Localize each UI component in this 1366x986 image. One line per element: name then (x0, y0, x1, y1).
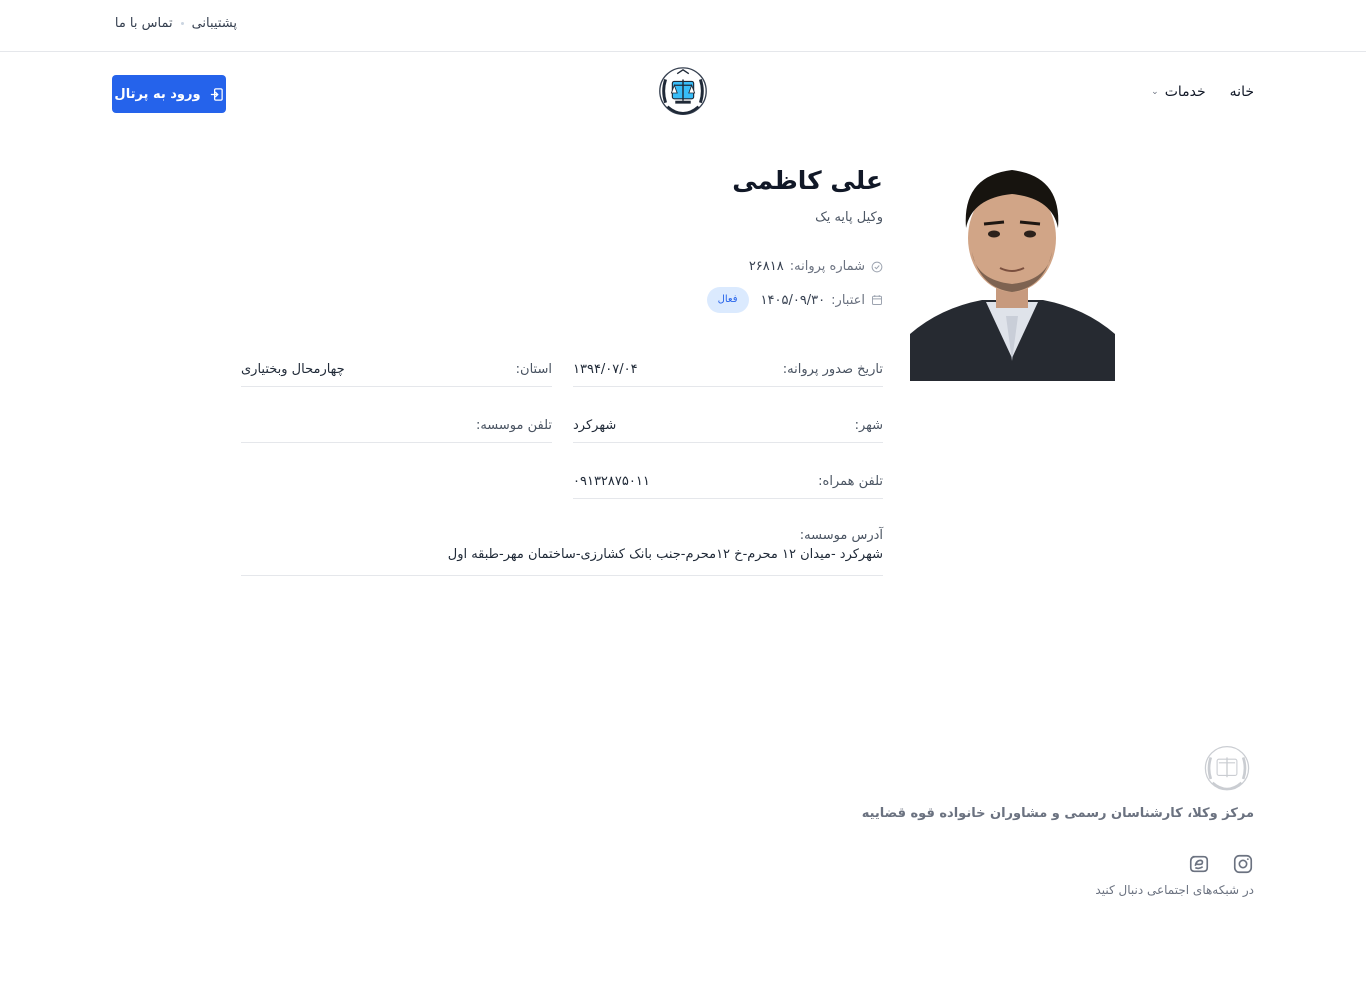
contact-link[interactable]: تماس با ما (114, 16, 173, 31)
nav-home-label: خانه (1229, 84, 1254, 100)
footer-org-name: مرکز وکلا، کارشناسان رسمی و مشاوران خانواده قوه قضاییه (861, 806, 1254, 821)
province-label: استان: (515, 361, 552, 377)
validity-value: ۱۴۰۵/۰۹/۳۰ (760, 292, 826, 308)
footer-follow-text: در شبکه‌های اجتماعی دنبال کنید (1095, 883, 1254, 897)
license-number-row (749, 259, 883, 274)
support-link[interactable]: پشتیبانی (191, 16, 237, 31)
top-links (115, 16, 237, 31)
office-phone-field (241, 408, 552, 443)
validity-label: اعتبار: (831, 292, 865, 308)
lawyer-rank: وکیل پایه یک (815, 210, 883, 225)
city-value: شهرکرد (573, 417, 617, 433)
issue-date-label: تاریخ صدور پروانه: (782, 361, 883, 377)
portal-button-label: ورود به پرتال (114, 86, 201, 102)
eitaa-icon (1188, 853, 1210, 875)
city-label: شهر: (854, 417, 883, 433)
login-icon (209, 87, 224, 102)
top-bar (0, 0, 1366, 52)
portal-login-button[interactable] (112, 75, 226, 113)
nav-item-home[interactable] (1230, 84, 1254, 100)
mobile-field (573, 464, 883, 499)
eitaa-link[interactable] (1188, 853, 1210, 879)
lawyer-name: علی کاظمی (732, 166, 883, 195)
lawyer-photo (910, 156, 1115, 381)
nav-services-label: خدمات (1164, 84, 1206, 100)
province-value: چهارمحال وبختیاری (241, 361, 345, 377)
address-field (241, 528, 883, 576)
province-field (241, 352, 552, 387)
office-phone-label: تلفن موسسه: (475, 417, 552, 433)
chevron-down-icon: ⌄ (1151, 87, 1159, 97)
issue-date-value: ۱۳۹۴/۰۷/۰۴ (573, 361, 638, 377)
status-badge: فعال (707, 287, 749, 313)
nav-item-services[interactable] (1151, 84, 1206, 100)
license-label: شماره پروانه: (789, 259, 865, 274)
separator-dot (181, 22, 184, 25)
address-value: شهرکرد -میدان ۱۲ محرم-خ ۱۲محرم-جنب بانک کشارزی-ساختمان مهر-طبقه اول (447, 547, 883, 562)
judiciary-logo-icon[interactable] (654, 64, 712, 122)
main-nav (1151, 84, 1254, 100)
social-links (1188, 853, 1254, 879)
city-field (573, 408, 883, 443)
instagram-link[interactable] (1232, 853, 1254, 879)
validity-row (707, 287, 883, 313)
mobile-value: ۰۹۱۳۲۸۷۵۰۱۱ (573, 473, 650, 489)
footer-logo-icon (1200, 743, 1254, 797)
mobile-label: تلفن همراه: (818, 473, 883, 489)
calendar-icon (871, 294, 883, 306)
address-label: آدرس موسسه: (799, 528, 883, 543)
check-circle-icon (871, 261, 883, 273)
license-value: ۲۶۸۱۸ (748, 259, 784, 274)
instagram-icon (1232, 853, 1254, 875)
issue-date-field (573, 352, 883, 387)
